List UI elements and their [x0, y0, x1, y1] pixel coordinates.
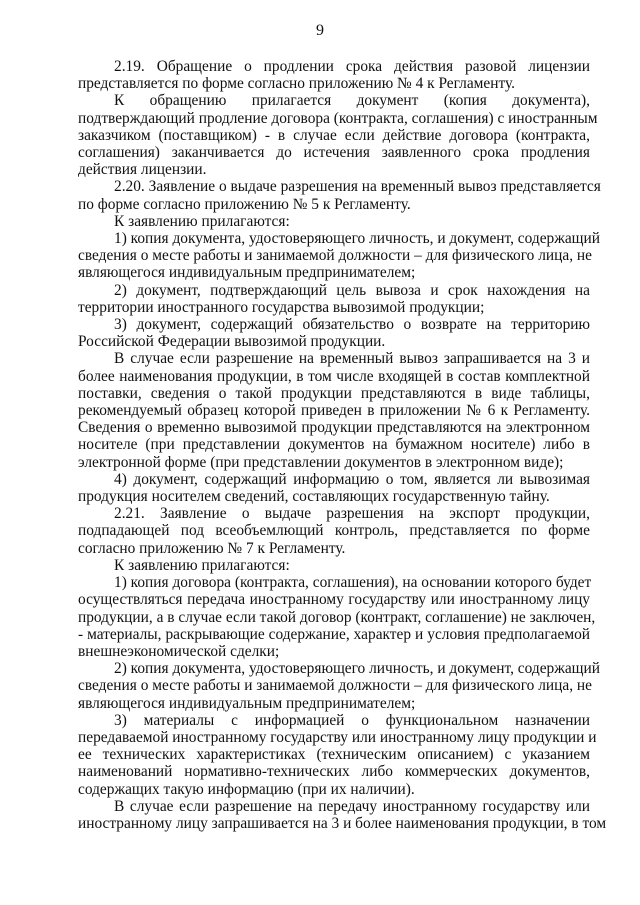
text-line: электронной форме (при представлении документов в электронном виде); — [78, 453, 564, 471]
text-line: заказчиком (поставщиком) - в случае если действие договора (контракта, — [78, 126, 590, 144]
text-line: В случае если разрешение на передачу иностранному государству или — [114, 797, 590, 815]
text-line: являющегося индивидуальным предпринимателем; — [78, 264, 416, 282]
text-line: иностранному лицу запрашивается на 3 и более наименования продукции, в том — [78, 814, 607, 832]
text-line: К заявлению прилагаются: — [114, 212, 290, 230]
text-line: 3) документ, содержащий обязательство о возврате на территорию — [114, 316, 590, 334]
text-line: - материалы, раскрывающие содержание, характер и условия предполагаемой — [78, 625, 590, 643]
text-line: 2.20. Заявление о выдаче разрешения на временный вывоз представляется — [114, 178, 601, 196]
text-line: Российской Федерации вывозимой продукции. — [78, 333, 386, 351]
text-line: действия лицензии. — [78, 161, 207, 179]
text-line: К заявлению прилагаются: — [114, 556, 290, 574]
text-line: продукция носителем сведений, составляющих государственную тайну. — [78, 488, 550, 506]
text-line: 2) документ, подтверждающий цель вывоза и срок нахождения на — [114, 281, 590, 299]
text-line: содержащих такую информацию (при их наличии). — [78, 780, 415, 798]
paragraph — [78, 92, 598, 179]
text-line: более наименования продукции, в том числе входящей в состав комплектной — [78, 367, 590, 385]
paragraph — [78, 660, 601, 712]
text-line: согласно приложению № 7 к Регламенту. — [78, 539, 346, 557]
text-line: 3) материалы с информацией о функциональном назначении — [114, 711, 590, 729]
text-line: ее технических характеристиках (техническим описанием) с указанием — [78, 746, 590, 764]
text-line: 2) копия документа, удостоверяющего личность, и документ, содержащий — [114, 660, 601, 678]
text-line: сведения о месте работы и занимаемой должности – для физического лица, не — [78, 677, 592, 695]
text-line: наименований нормативно-технических либо коммерческих документов, — [78, 763, 590, 781]
document-body — [78, 58, 607, 832]
paragraph — [78, 711, 597, 798]
text-line: 2.19. Обращение о продлении срока действия разовой лицензии — [114, 58, 590, 75]
text-line: В случае если разрешение на временный вывоз запрашивается на 3 и — [114, 350, 590, 368]
text-line: территории иностранного государства вывозимой продукции; — [78, 298, 485, 316]
text-line: 2.21. Заявление о выдаче разрешения на экспорт продукции, — [114, 505, 590, 523]
text-line: 1) копия документа, удостоверяющего личность, и документ, содержащий — [114, 230, 601, 248]
paragraph — [78, 178, 601, 213]
text-line: соглашения) заканчивается до истечения заявленного срока продления — [78, 144, 590, 162]
text-line: продукции, а в случае если такой договор (контракт, соглашение) не заключен, — [78, 608, 596, 626]
text-line: Сведения о временно вывозимой продукции представляются на электронном — [78, 419, 590, 437]
paragraph — [78, 471, 590, 505]
text-line: 4) документ, содержащий информацию о том, является ли вывозимая — [114, 470, 590, 488]
paragraph — [78, 505, 590, 557]
text-line: 1) копия договора (контракта, соглашения), на основании которого будет — [114, 574, 592, 592]
paragraph — [78, 230, 601, 282]
paragraph — [78, 282, 590, 316]
paragraph — [78, 213, 590, 230]
paragraph — [78, 316, 590, 350]
paragraph — [78, 350, 590, 470]
text-line: подпадающей под всеобъемлющий контроль, представляется по форме — [78, 522, 590, 540]
paragraph — [78, 58, 590, 92]
text-line: передаваемой иностранному государству или иностранному лицу продукции и — [78, 728, 597, 746]
text-line: являющегося индивидуальным предпринимателем; — [78, 694, 416, 712]
text-line: рекомендуемый образец которой приведен в приложении № 6 к Регламенту. — [78, 402, 590, 420]
text-line: по форме согласно приложению № 5 к Регламенту. — [78, 195, 411, 213]
paragraph — [78, 574, 596, 660]
text-line: поставки, сведения о такой продукции представляются в виде таблицы, — [78, 384, 590, 402]
text-line: К обращению прилагается документ (копия документа), — [114, 92, 590, 110]
text-line: осуществляться передача иностранному государству или иностранному лицу — [78, 591, 590, 609]
paragraph — [78, 557, 590, 574]
text-line: сведения о месте работы и занимаемой должности – для физического лица, не — [78, 247, 592, 265]
page-number: 9 — [316, 22, 324, 39]
text-line: внешнеэкономической сделки; — [78, 642, 280, 660]
paragraph — [78, 797, 607, 832]
text-line: носителе (при представлении документов на бумажном носителе) либо в — [78, 436, 590, 454]
text-line: подтверждающий продление договора (контракта, соглашения) с иностранным — [78, 109, 598, 127]
text-line: представляется по форме согласно приложению № 4 к Регламенту. — [78, 75, 515, 93]
